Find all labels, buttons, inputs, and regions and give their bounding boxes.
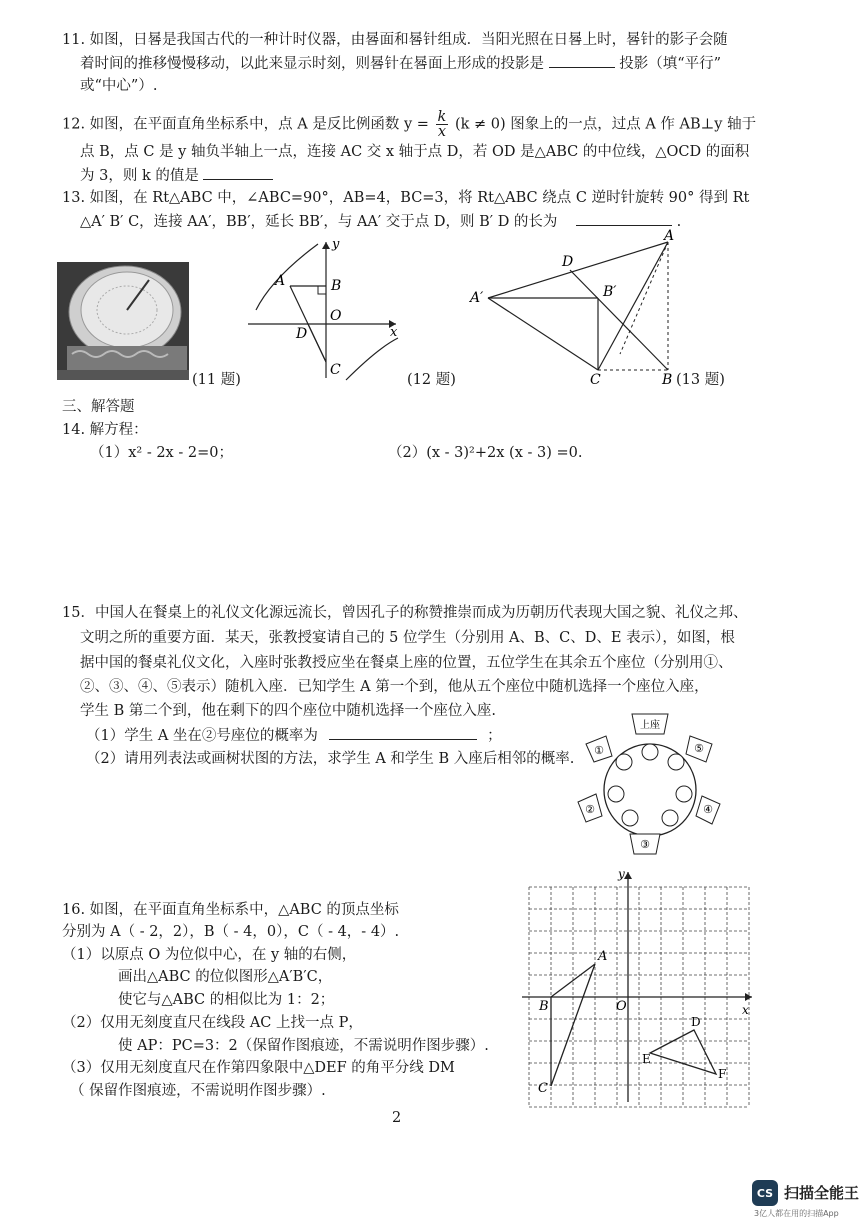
q11-line2-b: 投影（填“平行”: [619, 56, 722, 72]
q12-line2: 点 B，点 C 是 y 轴负半轴上一点，连接 AC 交 x 轴于点 D，若 OD 是△ABC 的中位线，△OCD 的面积: [80, 144, 750, 160]
page-number: 2: [392, 1110, 402, 1126]
q16-part3b: （ 保留作图痕迹，不需说明作图步骤）.: [70, 1083, 326, 1099]
q15-line4: ②、③、④、⑤表示）随机入座．已知学生 A 第一个到，他从五个座位中随机选择一个座位入座，: [80, 679, 709, 695]
fig13-label-B: B: [662, 372, 673, 388]
grid-label-E: E: [642, 1052, 651, 1066]
sundial-photo: [57, 262, 189, 380]
fig13-label-Aprime: A′: [470, 290, 484, 306]
q12-answer-blank[interactable]: [203, 165, 273, 180]
scanner-slogan: 3亿人都在用的扫描App: [754, 1209, 839, 1218]
fig12-label-y: y: [332, 237, 340, 252]
q16-part2b: 使 AP：PC=3：2（保留作图痕迹，不需说明作图步骤）.: [118, 1038, 489, 1054]
q11-line1: 11. 如图，日晷是我国古代的一种计时仪器，由晷面和晷针组成．当阳光照在日晷上时，晷针的影子会随: [62, 32, 728, 48]
seat-4: ④: [703, 803, 713, 816]
q13-answer-blank[interactable]: [576, 211, 672, 226]
q14-title: 14. 解方程：: [62, 422, 148, 438]
q12-line1: [62, 110, 756, 139]
q16-part1c: 使它与△ABC 的相似比为 1：2；: [118, 992, 335, 1008]
q15-answer-blank[interactable]: [329, 725, 477, 740]
q14-part1: （1）x² - 2x - 2=0；: [90, 445, 233, 461]
scanner-brand: 扫描全能王: [784, 1184, 860, 1202]
fig13-label-Bprime: B′: [603, 284, 617, 300]
q15-part2: （2）请用列表法或画树状图的方法，求学生 A 和学生 B 入座后相邻的概率.: [86, 751, 575, 767]
q16-part1a: （1）以原点 O 为位似中心，在 y 轴的右侧，: [62, 947, 357, 963]
fraction-k-over-x: $\frac{k}{x}$: [437, 109, 447, 140]
q16-part3a: （3）仅用无刻度直尺在作第四象限中△DEF 的角平分线 DM: [62, 1060, 455, 1076]
q12-line1-a: 12. 如图，在平面直角坐标系中，点 A 是反比例函数 y =: [62, 116, 429, 133]
grid-label-A: A: [598, 949, 608, 964]
fig11-caption: (11 题): [192, 372, 241, 388]
fig13-caption: (13 题): [676, 372, 725, 388]
q16-line1: 16. 如图，在平面直角坐标系中，△ABC 的顶点坐标: [62, 902, 399, 918]
q15-line2: 文明之所的重要方面．某天，张教授宴请自己的 5 位学生（分别用 A、B、C、D、E 表示），如图，根: [80, 630, 735, 646]
seat-5: ⑤: [694, 742, 704, 755]
grid-label-D: D: [691, 1015, 701, 1029]
q15-line1: 15．中国人在餐桌上的礼仪文化源远流长，曾因孔子的称赞推崇而成为历朝历代表现大国之貌、礼仪之邦、: [62, 605, 748, 621]
grid-label-B: B: [539, 999, 549, 1014]
q11-line2: [80, 53, 721, 74]
q14-part2: （2）(x - 3)²+2x (x - 3) =0.: [388, 445, 583, 461]
grid-label-x: x: [742, 1003, 749, 1017]
scanner-watermark: [752, 1178, 862, 1222]
fig12-diagram: [248, 238, 408, 383]
grid-label-C: C: [538, 1081, 548, 1096]
q12-line3: 为 3，则 k 的值是: [80, 165, 273, 186]
seating-diagram: [574, 712, 724, 857]
seat-2: ②: [585, 803, 595, 816]
section-heading: 三、解答题: [62, 399, 135, 415]
q15-part1: （1）学生 A 坐在②号座位的概率为 ；: [86, 725, 502, 746]
q11-line3: 或“中心”）.: [80, 78, 158, 94]
q16-part2a: （2）仅用无刻度直尺在线段 AC 上找一点 P，: [62, 1015, 363, 1031]
q13-line1: 13. 如图，在 Rt△ABC 中，∠ABC=90°，AB=4，BC=3，将 Rt△ABC 绕点 C 逆时针旋转 90° 得到 Rt: [62, 190, 750, 206]
seat-3: ③: [640, 838, 650, 851]
fig12-caption: (12 题): [407, 372, 456, 388]
grid-label-O: O: [616, 999, 627, 1014]
fig13-label-D: D: [562, 254, 574, 270]
fig12-label-A: A: [275, 273, 286, 289]
fig13-diagram: [470, 228, 720, 388]
q15-line5: 学生 B 第二个到，他在剩下的四个座位中随机选择一个座位入座.: [80, 703, 496, 719]
q16-line2: 分别为 A（ - 2，2），B（ - 4，0），C（ - 4，- 4）.: [62, 924, 400, 940]
fig12-label-O: O: [330, 308, 342, 324]
fig12-label-x: x: [390, 325, 398, 340]
grid-label-y: y: [618, 867, 625, 881]
q15-line3: 据中国的餐桌礼仪文化，入座时张教授应坐在餐桌上座的位置，五位学生在其余五个座位（分别用①、: [80, 655, 733, 671]
seat-1: ①: [594, 744, 604, 757]
q16-part1b: 画出△ABC 的位似图形△A′B′C，: [118, 969, 333, 985]
fig12-label-D: D: [296, 326, 308, 342]
q12-line1-b: (k ≠ 0) 图象上的一点，过点 A 作 AB⊥y 轴于: [454, 116, 757, 133]
fig12-label-B: B: [331, 278, 342, 294]
fig13-label-A: A: [664, 228, 675, 244]
q13-line2: △A′ B′ C，连接 AA′，BB′，延长 BB′，与 AA′ 交于点 D，则 B′ D 的长为 .: [80, 211, 681, 232]
q11-answer-blank[interactable]: [549, 53, 615, 68]
camscanner-logo-icon: CS: [752, 1180, 778, 1206]
seat-top-label: 上座: [640, 720, 660, 731]
fig13-label-C: C: [590, 372, 601, 388]
grid-label-F: F: [718, 1067, 727, 1081]
fig12-label-C: C: [330, 362, 341, 378]
q11-line2-a: 着时间的推移慢慢移动，以此来显示时刻，则晷针在晷面上形成的投影是: [80, 56, 544, 72]
coordinate-grid: [522, 866, 762, 1106]
